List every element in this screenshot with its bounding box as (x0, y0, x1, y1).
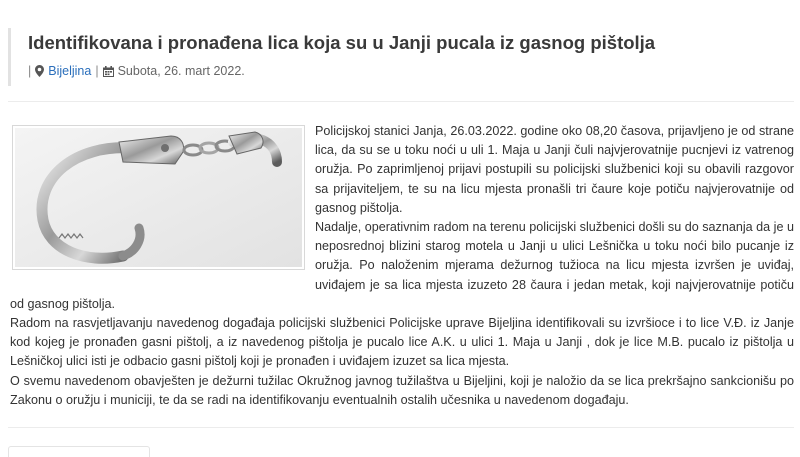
handcuffs-photo (12, 125, 305, 270)
divider (8, 101, 794, 102)
article-paragraph: Policijskoj stanici Janja, 26.03.2022. godine oko 08,20 časova, prijavljeno je od strane lica, da su se u toku noći u uli 1. Maja u Janji čuli najvjerovatnije pucnjevi iz vatrenog oružja. Po zaprimljenoj prijavi postupili su policijski službenici koji su obavili razgovor sa prijaviteljem, te su na licu mjesta pronašli tri čaure koje potiču najvjerovatnije od gasnog pištolja. (315, 124, 794, 215)
map-marker-icon (35, 65, 44, 77)
location-link[interactable]: Bijeljina (48, 64, 92, 78)
article-meta (28, 64, 245, 78)
article-paragraph: Radom na rasvjetljavanju navedenog događaja policijski službenici Policijske uprave Bijeljina identifikovali su izvršioce i to lice V.Đ. iz Janje kod kojeg je pronađen gasni pištolj, a iz navedenog pištolja je pucalo lice A.K. u ulici 1. Maja u Janji , dok je lice M.B. pucalo iz pištolja u Lešničkoj ulici isti je odbacio gasni pištolj koji je pronađen i uviđajem izuzet sa lica mjesta. (10, 316, 794, 369)
article-paragraph: Nadalje, operativnim radom na terenu policijski službenici došli su do saznanja da je u neposrednoj blizini starog motela u Janji u ulici Lešnička u toku noći bilo pucanje iz oružja. Po naloženim mjerama dežurnog tužioca na licu mjesta izvršen je uviđaj, uviđajem je sa lica mjesta izuzeto 28 čaura i jedan metak, koji najvjerovatnije potiču od gasnog pištolja. (10, 220, 794, 311)
meta-separator: | (95, 64, 99, 78)
meta-separator: | (28, 64, 32, 78)
article-date: Subota, 26. mart 2022. (117, 64, 245, 78)
article-header (8, 28, 797, 86)
divider (8, 427, 794, 428)
article-title: Identifikovana i pronađena lica koja su u Janji pucala iz gasnog pištolja (28, 32, 656, 53)
article-paragraph: O svemu navedenom obavješten je dežurni tužilac Okružnog javnog tužilaštva u Bijeljini, koji je naložio da se lica prekršajno sankcionišu po Zakonu o oružju i municiji, te da se radi na identifikovanju eventualnih ostalih učesnika u navedenom događaju. (10, 373, 794, 407)
calendar-icon (103, 66, 114, 77)
article-body (10, 122, 794, 410)
